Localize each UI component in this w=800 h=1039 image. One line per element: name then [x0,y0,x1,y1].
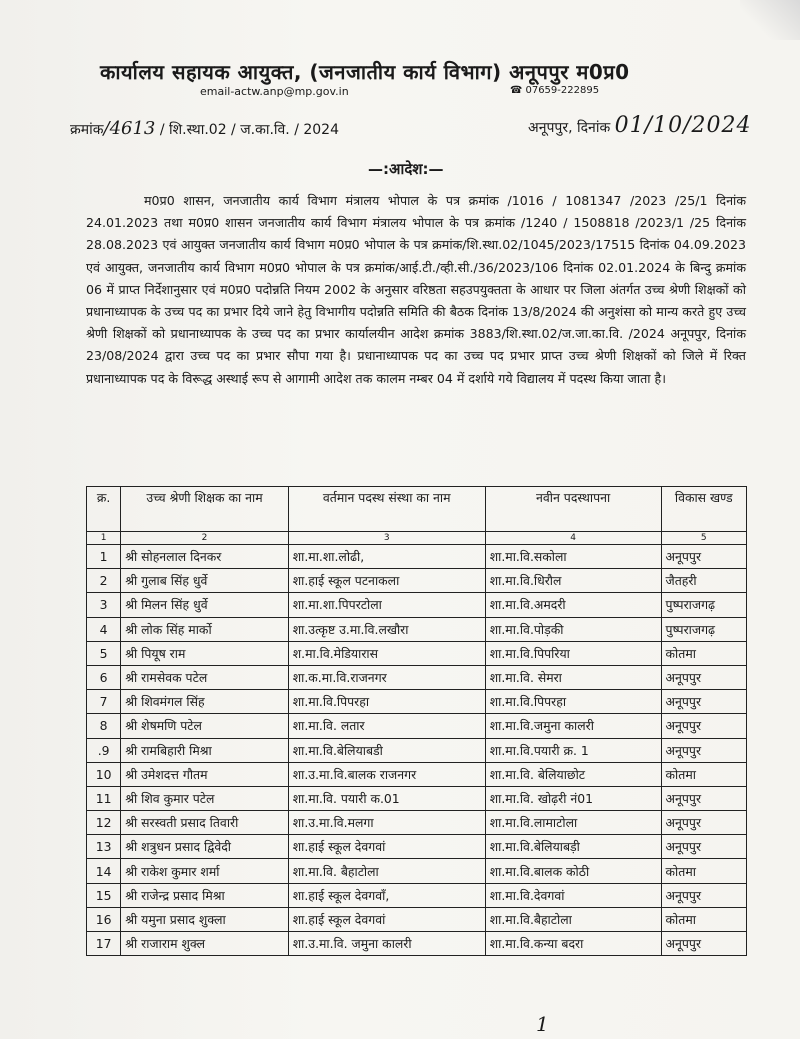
cell-serial: 12 [87,811,121,835]
cell-current-institution: शा.मा.शा.पिपरटोला [288,593,485,617]
cell-new-posting: शा.मा.वि.बेलियाबड़ी [485,835,661,859]
cell-serial: 11 [87,786,121,810]
header-new-posting: नवीन पदस्थापना [485,487,661,532]
column-number: 1 [87,532,121,545]
cell-block: अनूपपुर [661,738,746,762]
order-place-date [528,113,751,138]
phone-number: 07659-222895 [525,85,600,96]
header-current-institution: वर्तमान पदस्थ संस्था का नाम [288,487,485,532]
cell-block: कोतमा [661,907,746,931]
cell-teacher-name: श्री राजाराम शुक्ल [121,932,289,956]
column-number: 4 [485,532,661,545]
table-row [87,738,747,762]
table-row [87,883,747,907]
cell-current-institution: श.मा.वि.मेडियारास [288,641,485,665]
cell-block: पुष्पराजगढ़ [661,593,746,617]
page-number-mark: 1 [536,1012,549,1036]
cell-teacher-name: श्री पियूष राम [121,641,289,665]
cell-serial: 17 [87,932,121,956]
cell-new-posting: शा.मा.वि. सेमरा [485,665,661,689]
cell-current-institution: शा.मा.शा.लोढी, [288,545,485,569]
cell-serial: 8 [87,714,121,738]
cell-new-posting: शा.मा.वि.पिपरहा [485,690,661,714]
cell-block: अनूपपुर [661,835,746,859]
header-teacher-name: उच्च श्रेणी शिक्षक का नाम [121,487,289,532]
table-row [87,932,747,956]
cell-new-posting: शा.मा.वि. बेलियाछोट [485,762,661,786]
cell-new-posting: शा.मा.वि. खोढ़री नं01 [485,786,661,810]
table-row [87,545,747,569]
table-column-number-row [87,532,747,545]
cell-new-posting: शा.मा.वि.देवगवां [485,883,661,907]
cell-serial: 1 [87,545,121,569]
cell-teacher-name: श्री मिलन सिंह धुर्वे [121,593,289,617]
cell-block: पुष्पराजगढ़ [661,617,746,641]
cell-new-posting: शा.मा.वि.कन्या बदरा [485,932,661,956]
table-row [87,714,747,738]
header-block: विकास खण्ड [661,487,746,532]
cell-teacher-name: श्री लोक सिंह मार्को [121,617,289,641]
cell-block: अनूपपुर [661,665,746,689]
cell-teacher-name: श्री सरस्वती प्रसाद तिवारी [121,811,289,835]
cell-new-posting: शा.मा.वि.जमुना कालरी [485,714,661,738]
cell-current-institution: शा.मा.वि.पिपरहा [288,690,485,714]
cell-current-institution: शा.उत्कृष्ट उ.मा.वि.लखौरा [288,617,485,641]
order-date-handwritten: 01/10/2024 [614,113,752,138]
cell-block: अनूपपुर [661,690,746,714]
cell-block: अनूपपुर [661,811,746,835]
cell-block: अनूपपुर [661,883,746,907]
cell-new-posting: शा.मा.वि.लामाटोला [485,811,661,835]
cell-new-posting: शा.मा.वि.बैहाटोला [485,907,661,931]
cell-serial: 13 [87,835,121,859]
cell-new-posting: शा.मा.वि.सकोला [485,545,661,569]
table-row [87,762,747,786]
cell-teacher-name: श्री शत्रुधन प्रसाद द्विवेदी [121,835,289,859]
cell-teacher-name: श्री शिवमंगल सिंह [121,690,289,714]
cell-teacher-name: श्री राकेश कुमार शर्मा [121,859,289,883]
cell-current-institution: शा.मा.वि. पयारी क.01 [288,786,485,810]
cell-current-institution: शा.क.मा.वि.राजनगर [288,665,485,689]
order-number-handwritten: /4613 [103,118,156,139]
cell-teacher-name: श्री उमेशदत्त गौतम [121,762,289,786]
cell-serial: 3 [87,593,121,617]
cell-block: अनूपपुर [661,786,746,810]
cell-block: कोतमा [661,762,746,786]
cell-serial: 2 [87,569,121,593]
column-number: 2 [121,532,289,545]
cell-current-institution: शा.मा.वि.बेलियाबडी [288,738,485,762]
cell-teacher-name: श्री राजेन्द्र प्रसाद मिश्रा [121,883,289,907]
table-row [87,665,747,689]
table-row [87,690,747,714]
page-corner-shadow [740,0,800,40]
cell-teacher-name: श्री रामबिहारी मिश्रा [121,738,289,762]
place-date-label: अनूपपुर, दिनांक [528,120,611,136]
cell-current-institution: शा.हाई स्कूल देवगवां [288,835,485,859]
table-row [87,641,747,665]
table-row [87,907,747,931]
order-heading: —:आदेश:— [368,160,444,178]
cell-serial: 15 [87,883,121,907]
cell-block: अनूपपुर [661,714,746,738]
cell-new-posting: शा.मा.वि.पयारी क्र. 1 [485,738,661,762]
cell-current-institution: शा.हाई स्कूल देवगवाँ, [288,883,485,907]
cell-block: अनूपपुर [661,932,746,956]
table-row [87,569,747,593]
cell-current-institution: शा.उ.मा.वि.मलगा [288,811,485,835]
phone-icon: ☎ [510,85,523,96]
cell-current-institution: शा.उ.मा.वि. जमुना कालरी [288,932,485,956]
posting-table [86,486,747,956]
table-body [87,545,747,956]
order-number [70,118,339,139]
office-title: कार्यालय सहायक आयुक्त, (जनजातीय कार्य विभाग) अनूपपुर म0प्र0 [100,60,630,84]
table-row [87,617,747,641]
cell-serial: 4 [87,617,121,641]
cell-teacher-name: श्री यमुना प्रसाद शुक्ला [121,907,289,931]
order-number-prefix: क्रमांक [70,122,104,138]
cell-serial: 6 [87,665,121,689]
cell-block: कोतमा [661,859,746,883]
cell-serial: .9 [87,738,121,762]
table-row [87,835,747,859]
cell-new-posting: शा.मा.वि.पिपरिया [485,641,661,665]
cell-block: कोतमा [661,641,746,665]
cell-current-institution: शा.हाई स्कूल देवगवां [288,907,485,931]
cell-current-institution: शा.मा.वि. बैहाटोला [288,859,485,883]
cell-teacher-name: श्री रामसेवक पटेल [121,665,289,689]
order-body-paragraph: म0प्र0 शासन, जनजातीय कार्य विभाग मंत्रालय भोपाल के पत्र क्रमांक /1016 / 1081347 /2023 /25/1 दिनांक 24.01.2023 तथा म0प्र0 शासन जनजातीय कार्य विभाग मंत्रालय भोपाल के पत्र क्रमांक /1240 / 1508818 /2023/1 /25 दिनांक 28.08.2023 एवं आयुक्त जनजातीय कार्य विभाग म0प्र0 भोपाल के पत्र क्रमांक/शि.स्था.02/1045/2023/17515 दिनांक 04.09.2023 एवं आयुक्त, जनजातीय कार्य विभाग म0प्र0 भोपाल के पत्र क्रमांक/आई.टी./व्ही.सी./36/2023/106 दिनांक 02.01.2024 के बिन्दु क्रमांक 06 में प्राप्त निर्देशानुसार एवं म0प्र0 पदोन्नति नियम 2002 के अनुसार वरिष्ठता सहउपयुक्तता के आधार पर जिला अंतर्गत उच्च श्रेणी शिक्षकों को प्रधानाध्यापक के उच्च पद का प्रभार दिये जाने हेतु विभागीय पदोन्नति समिति की बैठक दिनांक 13/8/2024 की अनुशंसा को मान्य करते हुए उच्च श्रेणी शिक्षकों को प्रधानाध्यापक के उच्च पद का प्रभार कार्यालयीन आदेश क्रमांक 3883/शि.स्था.02/ज.जा.का.वि. /2024 अनूपपुर, दिनांक 23/08/2024 द्वारा उच्च पद का प्रभार सौपा गया है। प्रधानाध्यापक पद का उच्च पद प्रभार प्राप्त उच्च श्रेणी शिक्षकों को जिले में रिक्त प्रधानाध्यापक पद के विरूद्ध अस्थाई रूप से आगामी आदेश तक कालम नम्बर 04 में दर्शाये गये विद्यालय में पदस्थ किया जाता है। [86,193,746,386]
cell-teacher-name: श्री सोहनलाल दिनकर [121,545,289,569]
cell-current-institution: शा.हाई स्कूल पटनाकला [288,569,485,593]
table-row [87,786,747,810]
column-number: 3 [288,532,485,545]
cell-serial: 5 [87,641,121,665]
cell-serial: 14 [87,859,121,883]
cell-new-posting: शा.मा.वि.धिरौल [485,569,661,593]
table-header-row [87,487,747,532]
order-number-suffix: / शि.स्था.02 / ज.का.वि. / 2024 [159,122,339,138]
cell-current-institution: शा.उ.मा.वि.बालक राजनगर [288,762,485,786]
table-row [87,811,747,835]
cell-serial: 7 [87,690,121,714]
column-number: 5 [661,532,746,545]
cell-new-posting: शा.मा.वि.अमदरी [485,593,661,617]
cell-serial: 16 [87,907,121,931]
office-phone [510,85,599,96]
cell-block: जैतहरी [661,569,746,593]
cell-teacher-name: श्री शेषमणि पटेल [121,714,289,738]
cell-teacher-name: श्री शिव कुमार पटेल [121,786,289,810]
cell-block: अनूपपुर [661,545,746,569]
table-row [87,859,747,883]
header-serial: क्र. [87,487,121,532]
cell-serial: 10 [87,762,121,786]
table-row [87,593,747,617]
cell-current-institution: शा.मा.वि. लतार [288,714,485,738]
office-email: email-actw.anp@mp.gov.in [200,85,349,98]
cell-teacher-name: श्री गुलाब सिंह धुर्वे [121,569,289,593]
cell-new-posting: शा.मा.वि.पोड़की [485,617,661,641]
cell-new-posting: शा.मा.वि.बालक कोठी [485,859,661,883]
